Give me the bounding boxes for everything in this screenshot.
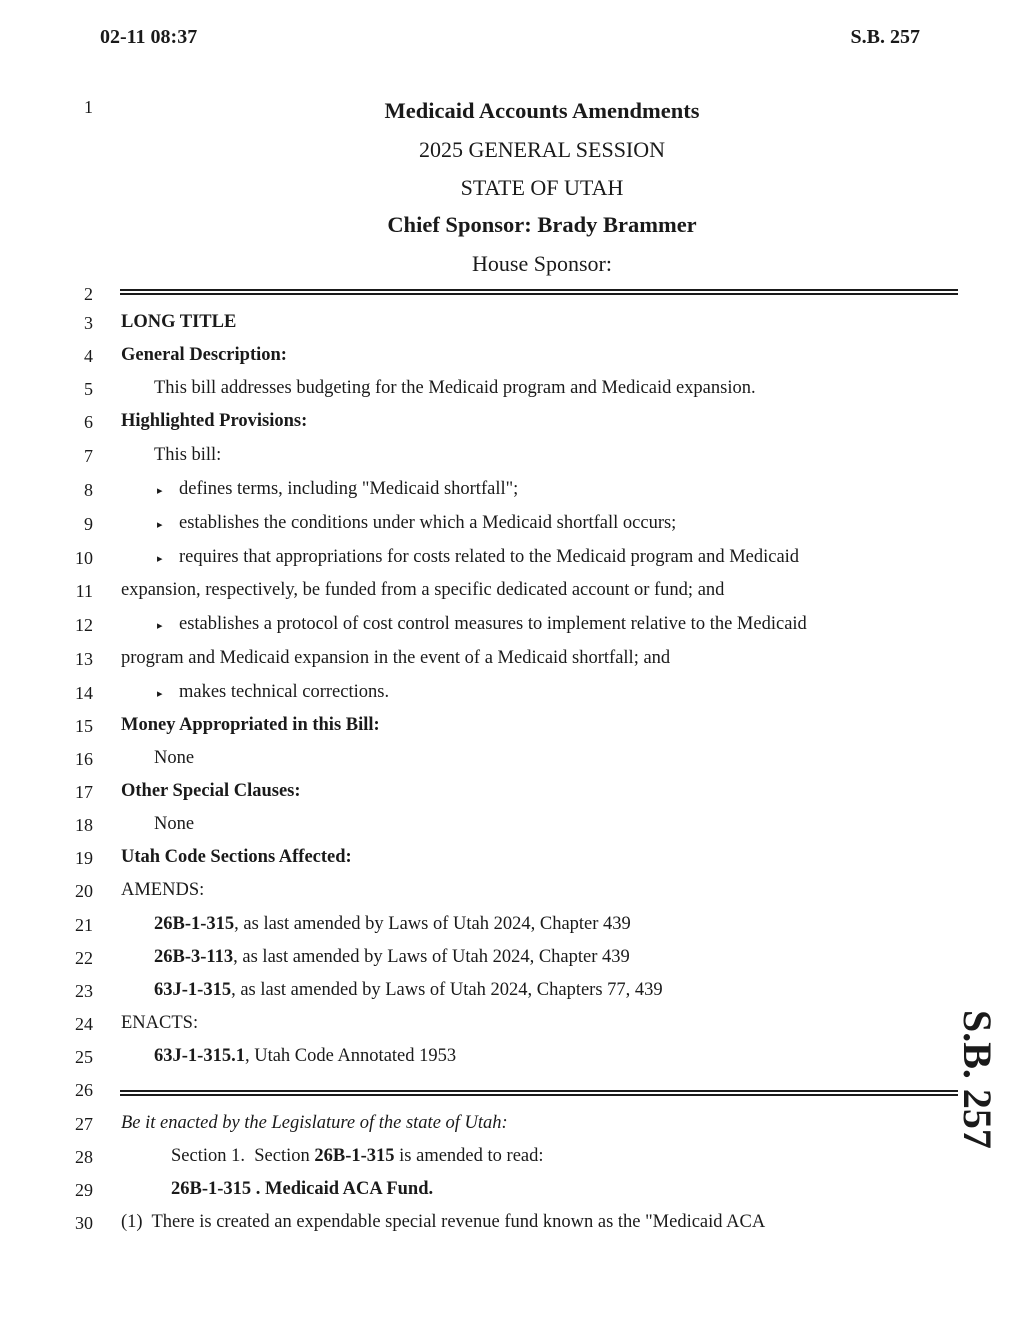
session-label: 2025 GENERAL SESSION <box>418 137 666 162</box>
highlighted-provisions-heading: Highlighted Provisions: <box>121 411 308 431</box>
line-number: 4 <box>84 346 93 366</box>
line-number: 14 <box>75 683 93 703</box>
bullet-triangle-icon: ▸ <box>157 620 163 632</box>
bullet-triangle-icon: ▸ <box>157 485 163 497</box>
section-description: , as last amended by Laws of Utah 2024, Chapter 439 <box>233 947 630 967</box>
line-number: 13 <box>75 649 93 669</box>
bullet-item: requires that appropriations for costs related to the Medicaid program and Medicaid <box>179 547 800 567</box>
line-number: 18 <box>75 815 93 835</box>
section-description: , as last amended by Laws of Utah 2024, Chapters 77, 439 <box>231 980 663 1000</box>
line-number: 27 <box>75 1114 93 1134</box>
money-appropriated-heading: Money Appropriated in this Bill: <box>121 715 380 735</box>
line-number: 8 <box>84 480 93 500</box>
line-number: 2 <box>84 284 93 304</box>
bullet-continuation: expansion, respectively, be funded from a specific dedicated account or fund; and <box>121 580 725 600</box>
section-code: 26B-3-113 <box>154 947 234 967</box>
line-number: 26 <box>75 1080 93 1100</box>
section-code: 63J-1-315.1 <box>154 1046 245 1066</box>
bullet-item: makes technical corrections. <box>179 682 390 702</box>
long-title-heading: LONG TITLE <box>121 312 237 332</box>
line-number: 23 <box>75 981 93 1001</box>
line-number: 22 <box>75 948 93 968</box>
amended-section <box>154 947 630 968</box>
line-number: 19 <box>75 848 93 868</box>
line-number: 9 <box>84 514 93 534</box>
line-number: 15 <box>75 716 93 736</box>
line-number: 3 <box>84 313 93 333</box>
double-rule-bottom-b <box>120 1094 958 1096</box>
bullet-continuation: program and Medicaid expansion in the event of a Medicaid shortfall; and <box>121 648 671 668</box>
bullet-item: establishes the conditions under which a Medicaid shortfall occurs; <box>179 513 677 533</box>
line-number: 1 <box>84 97 93 117</box>
section-code: 26B-1-315 <box>154 914 235 934</box>
line-number: 16 <box>75 749 93 769</box>
line-number: 21 <box>75 915 93 935</box>
line-number: 24 <box>75 1014 93 1034</box>
section-description: , Utah Code Annotated 1953 <box>244 1046 457 1066</box>
bullet-triangle-icon: ▸ <box>157 553 163 565</box>
line-number: 5 <box>84 379 93 399</box>
general-description-text: This bill addresses budgeting for the Medicaid program and Medicaid expansion. <box>154 378 756 398</box>
special-clauses-value: None <box>154 814 195 834</box>
side-bill-label: S.B. 257 <box>955 1010 1000 1149</box>
line-number: 10 <box>75 548 93 568</box>
line-number: 7 <box>84 446 93 466</box>
header-timestamp: 02-11 08:37 <box>100 26 198 48</box>
line-number: 30 <box>75 1213 93 1233</box>
code-sections-heading: Utah Code Sections Affected: <box>121 847 352 867</box>
enacted-section <box>154 1046 456 1067</box>
enacts-label: ENACTS: <box>121 1013 199 1033</box>
special-clauses-heading: Other Special Clauses: <box>121 781 301 801</box>
amended-section <box>154 980 663 1001</box>
double-rule-bottom-a <box>120 1090 958 1092</box>
header-bill-number: S.B. 257 <box>850 26 920 48</box>
subsection-1-text: (1) There is created an expendable special revenue fund known as the "Medicaid ACA <box>121 1212 766 1232</box>
house-sponsor: House Sponsor: <box>472 251 612 276</box>
bullet-item: establishes a protocol of cost control measures to implement relative to the Medicaid <box>179 614 807 634</box>
double-rule-top-b <box>120 293 958 295</box>
bullet-item: defines terms, including "Medicaid shortfall"; <box>179 479 519 499</box>
line-number: 17 <box>75 782 93 802</box>
section-heading: 26B-1-315 . Medicaid ACA Fund. <box>171 1179 434 1199</box>
bill-title: Medicaid Accounts Amendments <box>384 98 700 123</box>
line-number: 25 <box>75 1047 93 1067</box>
chief-sponsor: Chief Sponsor: Brady Brammer <box>387 212 697 237</box>
line-number: 29 <box>75 1180 93 1200</box>
line-number: 6 <box>84 412 93 432</box>
general-description-heading: General Description: <box>121 345 287 365</box>
line-number: 12 <box>75 615 93 635</box>
state-label: STATE OF UTAH <box>460 175 624 200</box>
section-1-amend-statement <box>171 1146 544 1167</box>
amends-label: AMENDS: <box>121 880 205 900</box>
line-number: 28 <box>75 1147 93 1167</box>
enacting-clause: Be it enacted by the Legislature of the state of Utah: <box>121 1113 508 1133</box>
double-rule-top-a <box>120 289 958 291</box>
amended-section <box>154 914 631 935</box>
bullet-triangle-icon: ▸ <box>157 519 163 531</box>
money-appropriated-value: None <box>154 748 195 768</box>
section-1-suffix: is amended to read: <box>394 1146 544 1166</box>
this-bill-text: This bill: <box>154 445 222 465</box>
line-number: 20 <box>75 881 93 901</box>
line-number: 11 <box>75 581 93 601</box>
section-1-prefix: Section 1. Section <box>171 1146 315 1166</box>
section-code: 26B-1-315 <box>314 1146 395 1166</box>
section-code: 63J-1-315 <box>154 980 232 1000</box>
section-description: , as last amended by Laws of Utah 2024, Chapter 439 <box>234 914 631 934</box>
bullet-triangle-icon: ▸ <box>157 688 163 700</box>
